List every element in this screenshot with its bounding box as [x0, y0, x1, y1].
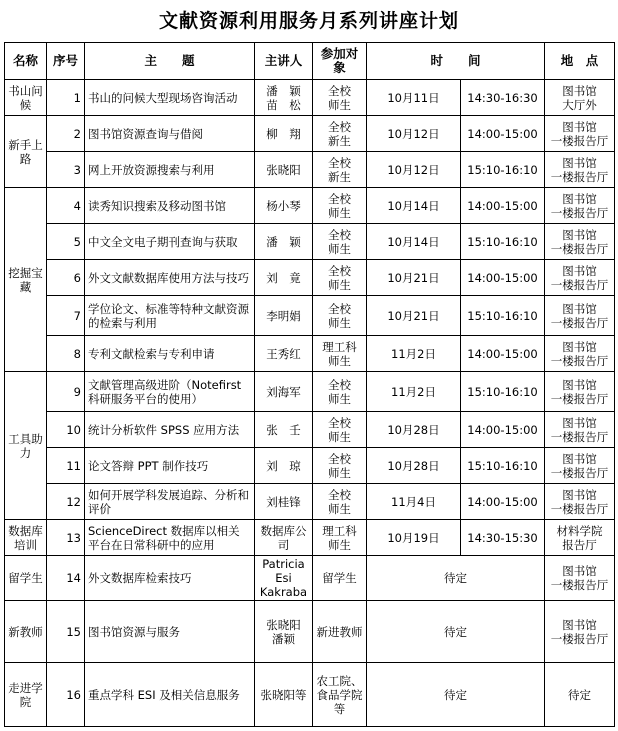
cell-no: 5: [47, 224, 85, 260]
cell-place: 图书馆 一楼报告厅: [545, 224, 615, 260]
cell-no: 16: [47, 663, 85, 727]
table-row: [5, 80, 615, 116]
cell-no: 3: [47, 152, 85, 188]
cell-topic: 如何开展学科发展追踪、分析和评价: [85, 484, 255, 520]
table-row: [5, 663, 615, 727]
cell-time: 待定: [367, 556, 545, 601]
cell-no: 6: [47, 260, 85, 296]
header-speaker: 主讲人: [255, 43, 313, 80]
cell-time: 待定: [367, 601, 545, 663]
cell-aud: 农工院、食品学院等: [313, 663, 367, 727]
header-place: 地 点: [545, 43, 615, 80]
cell-no: 2: [47, 116, 85, 152]
cell-topic: 图书馆资源查询与借阅: [85, 116, 255, 152]
cell-date: 10月14日: [367, 224, 461, 260]
cell-aud: 全校 师生: [313, 260, 367, 296]
table-row: [5, 188, 615, 224]
cell-speaker: 张晓阳等: [255, 663, 313, 727]
cell-speaker: 李明娟: [255, 296, 313, 336]
cell-topic: 外文文献数据库使用方法与技巧: [85, 260, 255, 296]
header-number: 序号: [47, 43, 85, 80]
cell-aud: 全校 师生: [313, 372, 367, 412]
table-row: [5, 116, 615, 152]
cell-cat: 留学生: [5, 556, 47, 601]
cell-time: 15:10-16:10: [461, 372, 545, 412]
cell-time: 14:00-15:00: [461, 260, 545, 296]
cell-speaker: 张晓阳 潘颖: [255, 601, 313, 663]
cell-no: 15: [47, 601, 85, 663]
cell-cat: 挖掘宝藏: [5, 188, 47, 372]
cell-place: 材料学院 报告厅: [545, 520, 615, 556]
cell-place: 图书馆 一楼报告厅: [545, 296, 615, 336]
cell-aud: 新进教师: [313, 601, 367, 663]
cell-topic: 统计分析软件 SPSS 应用方法: [85, 412, 255, 448]
cell-time: 14:30-15:30: [461, 520, 545, 556]
cell-speaker: 潘 颖: [255, 224, 313, 260]
cell-speaker: 刘桂锋: [255, 484, 313, 520]
cell-topic: 重点学科 ESI 及相关信息服务: [85, 663, 255, 727]
cell-aud: 全校 师生: [313, 224, 367, 260]
table-row: [5, 152, 615, 188]
cell-place: 图书馆 一楼报告厅: [545, 448, 615, 484]
cell-date: 10月21日: [367, 260, 461, 296]
cell-no: 11: [47, 448, 85, 484]
table-row: [5, 601, 615, 663]
cell-speaker: 潘 颖 苗 松: [255, 80, 313, 116]
cell-no: 12: [47, 484, 85, 520]
cell-cat: 数据库培训: [5, 520, 47, 556]
cell-topic: 专利文献检索与专利申请: [85, 336, 255, 372]
header-category: 名称: [5, 43, 47, 80]
cell-no: 8: [47, 336, 85, 372]
cell-aud: 全校 新生: [313, 116, 367, 152]
cell-speaker: Patricia Esi Kakraba: [255, 556, 313, 601]
cell-place: 图书馆 一楼报告厅: [545, 556, 615, 601]
cell-time: 15:10-16:10: [461, 152, 545, 188]
table-row: [5, 296, 615, 336]
cell-date: 10月21日: [367, 296, 461, 336]
table-row: [5, 372, 615, 412]
table-header-row: [5, 43, 615, 80]
cell-topic: 文献管理高级进阶（Notefirst科研服务平台的使用）: [85, 372, 255, 412]
table-row: [5, 224, 615, 260]
cell-date: 10月19日: [367, 520, 461, 556]
cell-speaker: 杨小琴: [255, 188, 313, 224]
cell-place: 图书馆 一楼报告厅: [545, 484, 615, 520]
cell-topic: 论文答辩 PPT 制作技巧: [85, 448, 255, 484]
cell-speaker: 刘 琼: [255, 448, 313, 484]
cell-date: 10月12日: [367, 152, 461, 188]
cell-topic: 中文全文电子期刊查询与获取: [85, 224, 255, 260]
cell-no: 4: [47, 188, 85, 224]
cell-date: 11月4日: [367, 484, 461, 520]
header-time: 时 间: [367, 43, 545, 80]
cell-date: 10月11日: [367, 80, 461, 116]
cell-time: 14:00-15:00: [461, 484, 545, 520]
cell-topic: 学位论文、标准等特种文献资源的检索与利用: [85, 296, 255, 336]
cell-topic: 书山的问候大型现场咨询活动: [85, 80, 255, 116]
cell-no: 14: [47, 556, 85, 601]
table-row: [5, 556, 615, 601]
cell-place: 图书馆 一楼报告厅: [545, 336, 615, 372]
cell-topic: 读秀知识搜索及移动图书馆: [85, 188, 255, 224]
cell-date: 11月2日: [367, 372, 461, 412]
cell-place: 图书馆 一楼报告厅: [545, 152, 615, 188]
table-row: [5, 448, 615, 484]
cell-no: 10: [47, 412, 85, 448]
cell-speaker: 刘海军: [255, 372, 313, 412]
cell-topic: ScienceDirect 数据库以相关平台在日常科研中的应用: [85, 520, 255, 556]
cell-date: 10月28日: [367, 448, 461, 484]
cell-time: 15:10-16:10: [461, 224, 545, 260]
cell-aud: 全校 师生: [313, 296, 367, 336]
table-row: [5, 412, 615, 448]
cell-time: 14:00-15:00: [461, 188, 545, 224]
cell-aud: 全校 师生: [313, 80, 367, 116]
cell-place: 图书馆 一楼报告厅: [545, 260, 615, 296]
cell-aud: 全校 师生: [313, 448, 367, 484]
cell-aud: 理工科 师生: [313, 520, 367, 556]
cell-no: 9: [47, 372, 85, 412]
header-topic: 主 题: [85, 43, 255, 80]
cell-topic: 图书馆资源与服务: [85, 601, 255, 663]
table-row: [5, 484, 615, 520]
cell-place: 图书馆 一楼报告厅: [545, 412, 615, 448]
cell-time: 14:00-15:00: [461, 336, 545, 372]
cell-date: 10月12日: [367, 116, 461, 152]
cell-speaker: 王秀红: [255, 336, 313, 372]
cell-place: 图书馆 一楼报告厅: [545, 116, 615, 152]
table-row: [5, 260, 615, 296]
cell-place: 图书馆 大厅外: [545, 80, 615, 116]
cell-topic: 外文数据库检索技巧: [85, 556, 255, 601]
cell-speaker: 柳 翔: [255, 116, 313, 152]
table-row: [5, 336, 615, 372]
cell-cat: 新手上路: [5, 116, 47, 188]
cell-cat: 工具助力: [5, 372, 47, 520]
cell-place: 待定: [545, 663, 615, 727]
cell-place: 图书馆 一楼报告厅: [545, 372, 615, 412]
cell-place: 图书馆 一楼报告厅: [545, 188, 615, 224]
cell-time: 14:00-15:00: [461, 116, 545, 152]
table-row: [5, 520, 615, 556]
cell-cat: 新教师: [5, 601, 47, 663]
cell-time: 15:10-16:10: [461, 448, 545, 484]
cell-aud: 全校 师生: [313, 484, 367, 520]
cell-aud: 理工科 师生: [313, 336, 367, 372]
page-title: 文献资源利用服务月系列讲座计划: [158, 10, 459, 32]
cell-topic: 网上开放资源搜索与利用: [85, 152, 255, 188]
cell-aud: 留学生: [313, 556, 367, 601]
cell-speaker: 刘 竟: [255, 260, 313, 296]
cell-date: 10月14日: [367, 188, 461, 224]
cell-no: 7: [47, 296, 85, 336]
cell-cat: 书山问候: [5, 80, 47, 116]
cell-place: 图书馆 一楼报告厅: [545, 601, 615, 663]
cell-aud: 全校 师生: [313, 412, 367, 448]
cell-time: 待定: [367, 663, 545, 727]
lecture-schedule-table: [4, 42, 615, 727]
cell-date: 11月2日: [367, 336, 461, 372]
cell-aud: 全校 师生: [313, 188, 367, 224]
header-audience: 参加对象: [313, 43, 367, 80]
cell-speaker: 张 壬: [255, 412, 313, 448]
cell-aud: 全校 新生: [313, 152, 367, 188]
cell-cat: 走进学院: [5, 663, 47, 727]
cell-no: 13: [47, 520, 85, 556]
cell-speaker: 张晓阳: [255, 152, 313, 188]
cell-time: 14:30-16:30: [461, 80, 545, 116]
cell-time: 15:10-16:10: [461, 296, 545, 336]
cell-date: 10月28日: [367, 412, 461, 448]
cell-time: 14:00-15:00: [461, 412, 545, 448]
cell-no: 1: [47, 80, 85, 116]
cell-speaker: 数据库公司: [255, 520, 313, 556]
